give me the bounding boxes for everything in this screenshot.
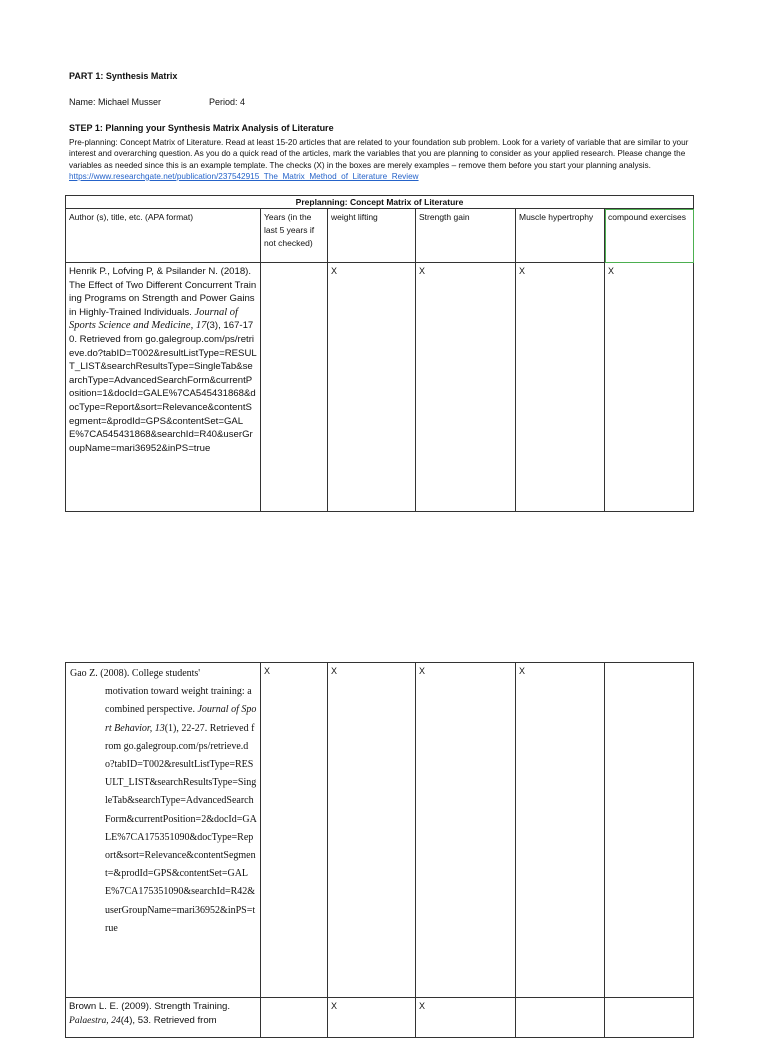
col-header-compound-exercises: compound exercises [605,209,694,263]
student-name: Name: Michael Musser [69,97,162,107]
mark-cell: X [328,663,416,998]
col-header-strength-gain: Strength gain [416,209,516,263]
period: Period: 4 [209,97,246,107]
mark-cell: X [416,263,516,512]
concept-matrix-table-continued [65,662,694,1038]
table-caption: Preplanning: Concept Matrix of Literature [66,196,694,209]
table-row [66,998,694,1038]
citation-cell: Gao Z. (2008). College students' motivation toward weight training: a combined perspective. Journal of Sport Behavior, 13(1), 22-27. Retrieved from go.galegroup.com/ps/retrieve.do?tabID=T002&resultListType=RESULT_LIST&searchResultsType=SingleTab&searchType=AdvancedSearchForm&currentPosition=2&docId=GALE%7CA175351090&docType=Report&sort=Relevance&contentSegment=&prodId=GPS&contentSet=GALE%7CA175351090&searchId=R42&userGroupName=mari36952&inPS=true [66,663,261,998]
intro-paragraph [69,137,697,182]
mark-cell [516,998,605,1038]
mark-cell [605,663,694,998]
citation-cell: Brown L. E. (2009). Strength Training. Palaestra, 24(4), 53. Retrieved from [66,998,261,1038]
mark-cell: X [328,998,416,1038]
col-header-author: Author (s), title, etc. (APA format) [66,209,261,263]
table-row [66,263,694,512]
mark-cell: X [328,263,416,512]
part-title: PART 1: Synthesis Matrix [69,71,178,81]
mark-cell: X [416,998,516,1038]
step-title: STEP 1: Planning your Synthesis Matrix Analysis of Literature [69,123,334,133]
mark-cell: X [416,663,516,998]
mark-cell: X [261,663,328,998]
mark-cell: X [516,263,605,512]
mark-cell [605,998,694,1038]
intro-text: Pre-planning: Concept Matrix of Literature. Read at least 15-20 articles that are related to your foundation sub problem. Look for a variety of variable that are similar to your interest and overarching question. As you do a quick read of the articles, mark the variables that you are planning to consider as your applied research. Please change the variables as needed since this is an example template. The checks (X) in the boxes are merely examples – remove them before you start your planning analysis. [69,138,689,170]
citation-cell: Henrik P., Lofving P, & Psilander N. (2018). The Effect of Two Different Concurrent Training Programs on Strength and Power Gains in Highly-Trained Individuals. Journal of Sports Science and Medicine, 17(3), 167-170. Retrieved from go.galegroup.com/ps/retrieve.do?tabID=T002&resultListType=RESULT_LIST&searchResultsType=SingleTab&searchType=AdvancedSearchForm&currentPosition=1&docId=GALE%7CA545431868&docType=Report&sort=Relevance&contentSegment=&prodId=GPS&contentSet=GALE%7CA545431868&searchId=R40&userGroupName=mari36952&inPS=true [66,263,261,512]
concept-matrix-table [65,195,694,512]
col-header-weight-lifting: weight lifting [328,209,416,263]
mark-cell: X [516,663,605,998]
mark-cell [261,263,328,512]
mark-cell: X [605,263,694,512]
mark-cell [261,998,328,1038]
intro-link[interactable]: https://www.researchgate.net/publication/237542915_The_Matrix_Method_of_Literature_Review [69,171,419,181]
table-row [66,663,694,998]
col-header-years: Years (in the last 5 years if not checked) [261,209,328,263]
col-header-muscle-hypertrophy: Muscle hypertrophy [516,209,605,263]
